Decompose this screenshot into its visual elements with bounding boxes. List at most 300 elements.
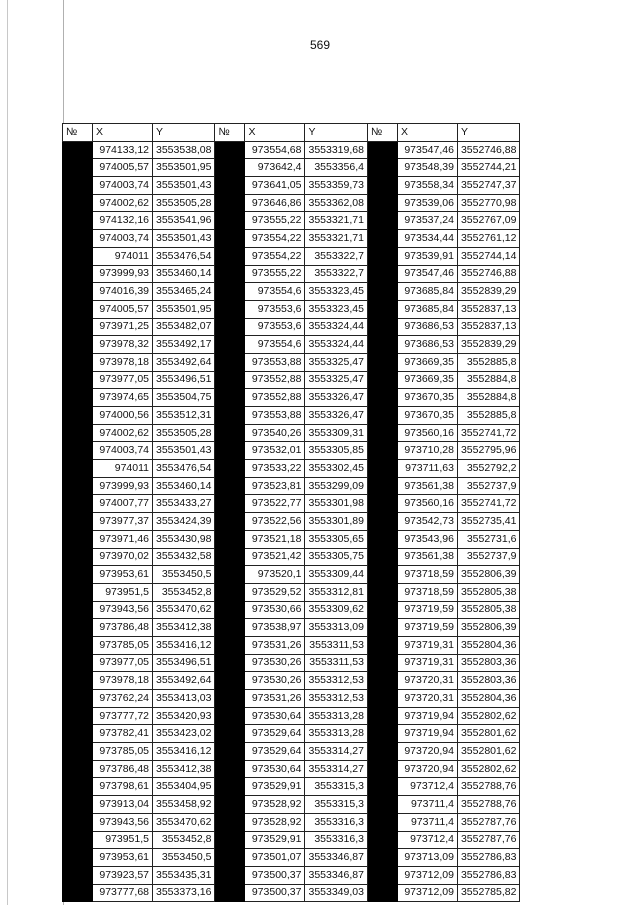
x-coordinate-cell: 973529,52 — [245, 583, 305, 601]
number-cell-redacted — [367, 460, 397, 478]
y-coordinate-cell: 3552805,38 — [457, 601, 519, 619]
number-cell-redacted — [215, 424, 245, 442]
number-cell-redacted — [367, 636, 397, 654]
table-row — [63, 460, 520, 478]
number-cell-redacted — [63, 849, 93, 867]
y-coordinate-cell: 3553433,27 — [153, 495, 215, 513]
x-coordinate-cell: 973555,22 — [245, 265, 305, 283]
x-coordinate-cell: 973719,31 — [397, 654, 457, 672]
table-row — [63, 230, 520, 248]
number-cell-redacted — [63, 300, 93, 318]
x-coordinate-cell: 973711,63 — [397, 460, 457, 478]
number-cell-redacted — [367, 548, 397, 566]
number-cell-redacted — [63, 778, 93, 796]
number-cell-redacted — [63, 672, 93, 690]
table-row — [63, 796, 520, 814]
number-cell-redacted — [63, 159, 93, 177]
y-coordinate-cell: 3552884,8 — [457, 371, 519, 389]
y-coordinate-cell: 3552785,82 — [457, 884, 519, 902]
y-coordinate-cell: 3553504,75 — [153, 389, 215, 407]
number-cell-redacted — [367, 407, 397, 425]
table-row — [63, 283, 520, 301]
x-coordinate-cell: 973977,37 — [93, 513, 153, 531]
number-cell-redacted — [63, 566, 93, 584]
number-cell-redacted — [367, 707, 397, 725]
number-cell-redacted — [215, 530, 245, 548]
y-coordinate-cell: 3553416,12 — [153, 743, 215, 761]
y-coordinate-cell: 3553416,12 — [153, 636, 215, 654]
table-row — [63, 177, 520, 195]
x-coordinate-cell: 973712,09 — [397, 884, 457, 902]
x-coordinate-cell: 973719,94 — [397, 707, 457, 725]
number-cell-redacted — [367, 760, 397, 778]
table-row — [63, 141, 520, 159]
y-coordinate-cell: 3552741,72 — [457, 495, 519, 513]
table-row — [63, 300, 520, 318]
x-coordinate-cell: 973977,05 — [93, 371, 153, 389]
number-cell-redacted — [63, 513, 93, 531]
x-coordinate-cell: 974011 — [93, 460, 153, 478]
x-coordinate-cell: 973528,92 — [245, 796, 305, 814]
y-coordinate-cell: 3553450,5 — [153, 849, 215, 867]
number-cell-redacted — [215, 177, 245, 195]
y-coordinate-cell: 3553465,24 — [153, 283, 215, 301]
y-coordinate-cell: 3553492,64 — [153, 353, 215, 371]
y-coordinate-cell: 3552746,88 — [457, 265, 519, 283]
y-coordinate-cell: 3553325,47 — [305, 353, 367, 371]
table-row — [63, 336, 520, 354]
y-coordinate-cell: 3552786,83 — [457, 866, 519, 884]
number-cell-redacted — [215, 141, 245, 159]
number-cell-redacted — [63, 477, 93, 495]
y-coordinate-cell: 3552788,76 — [457, 796, 519, 814]
y-coordinate-cell: 3553505,28 — [153, 424, 215, 442]
table-row — [63, 318, 520, 336]
x-coordinate-cell: 973555,22 — [245, 212, 305, 230]
number-cell-redacted — [63, 583, 93, 601]
x-coordinate-cell: 973521,42 — [245, 548, 305, 566]
y-coordinate-cell: 3553476,54 — [153, 247, 215, 265]
x-coordinate-cell: 973978,18 — [93, 353, 153, 371]
x-coordinate-cell: 973530,26 — [245, 672, 305, 690]
header-number-3: № — [367, 124, 397, 142]
x-coordinate-cell: 973547,46 — [397, 265, 457, 283]
x-coordinate-cell: 973542,73 — [397, 513, 457, 531]
number-cell-redacted — [215, 619, 245, 637]
number-cell-redacted — [367, 619, 397, 637]
x-coordinate-cell: 973561,38 — [397, 477, 457, 495]
number-cell-redacted — [367, 283, 397, 301]
x-coordinate-cell: 973712,4 — [397, 778, 457, 796]
number-cell-redacted — [63, 725, 93, 743]
x-coordinate-cell: 973943,56 — [93, 601, 153, 619]
table-row — [63, 212, 520, 230]
y-coordinate-cell: 3553404,95 — [153, 778, 215, 796]
y-coordinate-cell: 3553423,02 — [153, 725, 215, 743]
table-row — [63, 601, 520, 619]
y-coordinate-cell: 3553324,44 — [305, 318, 367, 336]
number-cell-redacted — [63, 495, 93, 513]
y-coordinate-cell: 3553373,16 — [153, 884, 215, 902]
table-row — [63, 636, 520, 654]
x-coordinate-cell: 973552,88 — [245, 371, 305, 389]
x-coordinate-cell: 973719,59 — [397, 619, 457, 637]
y-coordinate-cell: 3553420,93 — [153, 707, 215, 725]
number-cell-redacted — [367, 813, 397, 831]
x-coordinate-cell: 974005,57 — [93, 159, 153, 177]
y-coordinate-cell: 3552795,96 — [457, 442, 519, 460]
number-cell-redacted — [215, 230, 245, 248]
x-coordinate-cell: 973719,59 — [397, 601, 457, 619]
x-coordinate-cell: 973777,72 — [93, 707, 153, 725]
table-row — [63, 477, 520, 495]
x-coordinate-cell: 973501,07 — [245, 849, 305, 867]
y-coordinate-cell: 3552839,29 — [457, 283, 519, 301]
y-coordinate-cell: 3552746,88 — [457, 141, 519, 159]
x-coordinate-cell: 973913,04 — [93, 796, 153, 814]
table-row — [63, 690, 520, 708]
x-coordinate-cell: 973710,28 — [397, 442, 457, 460]
x-coordinate-cell: 973554,6 — [245, 336, 305, 354]
y-coordinate-cell: 3553325,47 — [305, 371, 367, 389]
header-number-1: № — [63, 124, 93, 142]
y-coordinate-cell: 3553482,07 — [153, 318, 215, 336]
number-cell-redacted — [63, 318, 93, 336]
y-coordinate-cell: 3552804,36 — [457, 690, 519, 708]
number-cell-redacted — [367, 300, 397, 318]
x-coordinate-cell: 973531,26 — [245, 690, 305, 708]
y-coordinate-cell: 3552801,62 — [457, 743, 519, 761]
number-cell-redacted — [367, 318, 397, 336]
number-cell-redacted — [63, 442, 93, 460]
y-coordinate-cell: 3553311,53 — [305, 636, 367, 654]
x-coordinate-cell: 973970,02 — [93, 548, 153, 566]
x-coordinate-cell: 973553,6 — [245, 300, 305, 318]
number-cell-redacted — [215, 283, 245, 301]
number-cell-redacted — [63, 336, 93, 354]
x-coordinate-cell: 973718,59 — [397, 583, 457, 601]
y-coordinate-cell: 3553315,3 — [305, 778, 367, 796]
x-coordinate-cell: 973642,4 — [245, 159, 305, 177]
number-cell-redacted — [63, 371, 93, 389]
table-row — [63, 495, 520, 513]
x-coordinate-cell: 974005,57 — [93, 300, 153, 318]
table-row — [63, 707, 520, 725]
x-coordinate-cell: 973646,86 — [245, 194, 305, 212]
y-coordinate-cell: 3553305,85 — [305, 442, 367, 460]
number-cell-redacted — [215, 831, 245, 849]
x-coordinate-cell: 973670,35 — [397, 389, 457, 407]
y-coordinate-cell: 3553412,38 — [153, 760, 215, 778]
header-y-3: Y — [457, 124, 519, 142]
y-coordinate-cell: 3553424,39 — [153, 513, 215, 531]
number-cell-redacted — [63, 619, 93, 637]
y-coordinate-cell: 3553324,44 — [305, 336, 367, 354]
number-cell-redacted — [215, 336, 245, 354]
number-cell-redacted — [367, 177, 397, 195]
y-coordinate-cell: 3552737,9 — [457, 548, 519, 566]
x-coordinate-cell: 973977,05 — [93, 654, 153, 672]
number-cell-redacted — [367, 477, 397, 495]
number-cell-redacted — [215, 778, 245, 796]
number-cell-redacted — [215, 477, 245, 495]
number-cell-redacted — [215, 407, 245, 425]
x-coordinate-cell: 973561,38 — [397, 548, 457, 566]
x-coordinate-cell: 974003,74 — [93, 230, 153, 248]
y-coordinate-cell: 3553312,81 — [305, 583, 367, 601]
number-cell-redacted — [63, 247, 93, 265]
x-coordinate-cell: 973943,56 — [93, 813, 153, 831]
y-coordinate-cell: 3553305,65 — [305, 530, 367, 548]
x-coordinate-cell: 974000,56 — [93, 407, 153, 425]
y-coordinate-cell: 3553316,3 — [305, 831, 367, 849]
x-coordinate-cell: 973530,26 — [245, 654, 305, 672]
number-cell-redacted — [367, 230, 397, 248]
number-cell-redacted — [215, 866, 245, 884]
x-coordinate-cell: 973539,91 — [397, 247, 457, 265]
number-cell-redacted — [367, 265, 397, 283]
x-coordinate-cell: 973533,22 — [245, 460, 305, 478]
x-coordinate-cell: 973532,01 — [245, 442, 305, 460]
y-coordinate-cell: 3552839,29 — [457, 336, 519, 354]
x-coordinate-cell: 973777,68 — [93, 884, 153, 902]
y-coordinate-cell: 3552747,37 — [457, 177, 519, 195]
x-coordinate-cell: 974011 — [93, 247, 153, 265]
y-coordinate-cell: 3553316,3 — [305, 813, 367, 831]
header-number-2: № — [215, 124, 245, 142]
y-coordinate-cell: 3553313,09 — [305, 619, 367, 637]
y-coordinate-cell: 3553476,54 — [153, 460, 215, 478]
number-cell-redacted — [215, 318, 245, 336]
y-coordinate-cell: 3553309,62 — [305, 601, 367, 619]
y-coordinate-cell: 3553538,08 — [153, 141, 215, 159]
table-row — [63, 654, 520, 672]
x-coordinate-cell: 974007,77 — [93, 495, 153, 513]
x-coordinate-cell: 973762,24 — [93, 690, 153, 708]
number-cell-redacted — [367, 672, 397, 690]
number-cell-redacted — [367, 530, 397, 548]
number-cell-redacted — [367, 583, 397, 601]
y-coordinate-cell: 3553512,31 — [153, 407, 215, 425]
y-coordinate-cell: 3553323,45 — [305, 300, 367, 318]
number-cell-redacted — [215, 353, 245, 371]
y-coordinate-cell: 3553313,28 — [305, 707, 367, 725]
y-coordinate-cell: 3553452,8 — [153, 831, 215, 849]
x-coordinate-cell: 973560,16 — [397, 495, 457, 513]
x-coordinate-cell: 973530,64 — [245, 760, 305, 778]
table-row — [63, 778, 520, 796]
number-cell-redacted — [367, 194, 397, 212]
x-coordinate-cell: 973554,6 — [245, 283, 305, 301]
x-coordinate-cell: 973951,5 — [93, 831, 153, 849]
table-row — [63, 265, 520, 283]
number-cell-redacted — [367, 336, 397, 354]
x-coordinate-cell: 973529,91 — [245, 831, 305, 849]
number-cell-redacted — [367, 141, 397, 159]
y-coordinate-cell: 3552770,98 — [457, 194, 519, 212]
x-coordinate-cell: 973553,6 — [245, 318, 305, 336]
number-cell-redacted — [215, 300, 245, 318]
y-coordinate-cell: 3553501,95 — [153, 159, 215, 177]
table-row — [63, 619, 520, 637]
table-row — [63, 566, 520, 584]
x-coordinate-cell: 973529,64 — [245, 725, 305, 743]
x-coordinate-cell: 973718,59 — [397, 566, 457, 584]
number-cell-redacted — [63, 707, 93, 725]
y-coordinate-cell: 3553435,31 — [153, 866, 215, 884]
number-cell-redacted — [367, 159, 397, 177]
x-coordinate-cell: 973523,81 — [245, 477, 305, 495]
y-coordinate-cell: 3552787,76 — [457, 813, 519, 831]
header-x-2: X — [245, 124, 305, 142]
number-cell-redacted — [367, 601, 397, 619]
number-cell-redacted — [63, 548, 93, 566]
number-cell-redacted — [63, 141, 93, 159]
y-coordinate-cell: 3553346,87 — [305, 866, 367, 884]
number-cell-redacted — [215, 566, 245, 584]
number-cell-redacted — [215, 849, 245, 867]
y-coordinate-cell: 3553460,14 — [153, 265, 215, 283]
table-row — [63, 247, 520, 265]
y-coordinate-cell: 3553362,08 — [305, 194, 367, 212]
x-coordinate-cell: 973500,37 — [245, 884, 305, 902]
number-cell-redacted — [63, 601, 93, 619]
number-cell-redacted — [367, 212, 397, 230]
number-cell-redacted — [367, 778, 397, 796]
number-cell-redacted — [215, 212, 245, 230]
x-coordinate-cell: 973971,25 — [93, 318, 153, 336]
table-row — [63, 831, 520, 849]
table-row — [63, 849, 520, 867]
y-coordinate-cell: 3553450,5 — [153, 566, 215, 584]
number-cell-redacted — [63, 177, 93, 195]
table-row — [63, 194, 520, 212]
number-cell-redacted — [215, 495, 245, 513]
x-coordinate-cell: 973712,09 — [397, 866, 457, 884]
y-coordinate-cell: 3553319,68 — [305, 141, 367, 159]
x-coordinate-cell: 974016,39 — [93, 283, 153, 301]
x-coordinate-cell: 973539,06 — [397, 194, 457, 212]
y-coordinate-cell: 3552806,39 — [457, 566, 519, 584]
x-coordinate-cell: 973522,56 — [245, 513, 305, 531]
number-cell-redacted — [63, 813, 93, 831]
number-cell-redacted — [215, 194, 245, 212]
table-row — [63, 530, 520, 548]
x-coordinate-cell: 973719,31 — [397, 636, 457, 654]
table-row — [63, 442, 520, 460]
y-coordinate-cell: 3553470,62 — [153, 601, 215, 619]
number-cell-redacted — [367, 247, 397, 265]
page-number: 569 — [309, 38, 331, 52]
x-coordinate-cell: 973522,77 — [245, 495, 305, 513]
table-row — [63, 813, 520, 831]
number-cell-redacted — [215, 513, 245, 531]
x-coordinate-cell: 973529,91 — [245, 778, 305, 796]
x-coordinate-cell: 974002,62 — [93, 424, 153, 442]
number-cell-redacted — [367, 424, 397, 442]
x-coordinate-cell: 973720,31 — [397, 672, 457, 690]
number-cell-redacted — [215, 884, 245, 902]
number-cell-redacted — [63, 353, 93, 371]
number-cell-redacted — [215, 672, 245, 690]
y-coordinate-cell: 3553309,44 — [305, 566, 367, 584]
y-coordinate-cell: 3553321,71 — [305, 212, 367, 230]
x-coordinate-cell: 973953,61 — [93, 849, 153, 867]
left-margin-line — [7, 0, 8, 905]
table-row — [63, 884, 520, 902]
x-coordinate-cell: 973686,53 — [397, 336, 457, 354]
y-coordinate-cell: 3553314,27 — [305, 760, 367, 778]
table-row — [63, 672, 520, 690]
number-cell-redacted — [367, 353, 397, 371]
number-cell-redacted — [367, 654, 397, 672]
table-row — [63, 407, 520, 425]
table-row — [63, 743, 520, 761]
header-y-2: Y — [305, 124, 367, 142]
header-x-3: X — [397, 124, 457, 142]
x-coordinate-cell: 973531,26 — [245, 636, 305, 654]
x-coordinate-cell: 973720,94 — [397, 743, 457, 761]
x-coordinate-cell: 974133,12 — [93, 141, 153, 159]
y-coordinate-cell: 3553505,28 — [153, 194, 215, 212]
number-cell-redacted — [367, 495, 397, 513]
number-cell-redacted — [215, 442, 245, 460]
x-coordinate-cell: 973978,32 — [93, 336, 153, 354]
x-coordinate-cell: 973785,05 — [93, 743, 153, 761]
number-cell-redacted — [63, 654, 93, 672]
x-coordinate-cell: 973669,35 — [397, 371, 457, 389]
number-cell-redacted — [63, 283, 93, 301]
number-cell-redacted — [215, 654, 245, 672]
table-row — [63, 548, 520, 566]
y-coordinate-cell: 3553501,43 — [153, 442, 215, 460]
x-coordinate-cell: 973685,84 — [397, 300, 457, 318]
y-coordinate-cell: 3553309,31 — [305, 424, 367, 442]
x-coordinate-cell: 973971,46 — [93, 530, 153, 548]
number-cell-redacted — [63, 884, 93, 902]
x-coordinate-cell: 973670,35 — [397, 407, 457, 425]
x-coordinate-cell: 973951,5 — [93, 583, 153, 601]
y-coordinate-cell: 3553349,03 — [305, 884, 367, 902]
number-cell-redacted — [215, 265, 245, 283]
y-coordinate-cell: 3552884,8 — [457, 389, 519, 407]
y-coordinate-cell: 3553413,03 — [153, 690, 215, 708]
x-coordinate-cell: 973553,88 — [245, 353, 305, 371]
number-cell-redacted — [367, 884, 397, 902]
number-cell-redacted — [63, 636, 93, 654]
x-coordinate-cell: 973528,92 — [245, 813, 305, 831]
table-row — [63, 760, 520, 778]
x-coordinate-cell: 973552,88 — [245, 389, 305, 407]
x-coordinate-cell: 973520,1 — [245, 566, 305, 584]
y-coordinate-cell: 3553301,98 — [305, 495, 367, 513]
y-coordinate-cell: 3552731,6 — [457, 530, 519, 548]
y-coordinate-cell: 3553312,53 — [305, 690, 367, 708]
number-cell-redacted — [367, 513, 397, 531]
number-cell-redacted — [63, 743, 93, 761]
y-coordinate-cell: 3553305,75 — [305, 548, 367, 566]
number-cell-redacted — [63, 796, 93, 814]
y-coordinate-cell: 3553323,45 — [305, 283, 367, 301]
y-coordinate-cell: 3552741,72 — [457, 424, 519, 442]
number-cell-redacted — [215, 707, 245, 725]
y-coordinate-cell: 3553311,53 — [305, 654, 367, 672]
number-cell-redacted — [367, 866, 397, 884]
y-coordinate-cell: 3552804,36 — [457, 636, 519, 654]
x-coordinate-cell: 974132,16 — [93, 212, 153, 230]
y-coordinate-cell: 3552801,62 — [457, 725, 519, 743]
x-coordinate-cell: 973669,35 — [397, 353, 457, 371]
